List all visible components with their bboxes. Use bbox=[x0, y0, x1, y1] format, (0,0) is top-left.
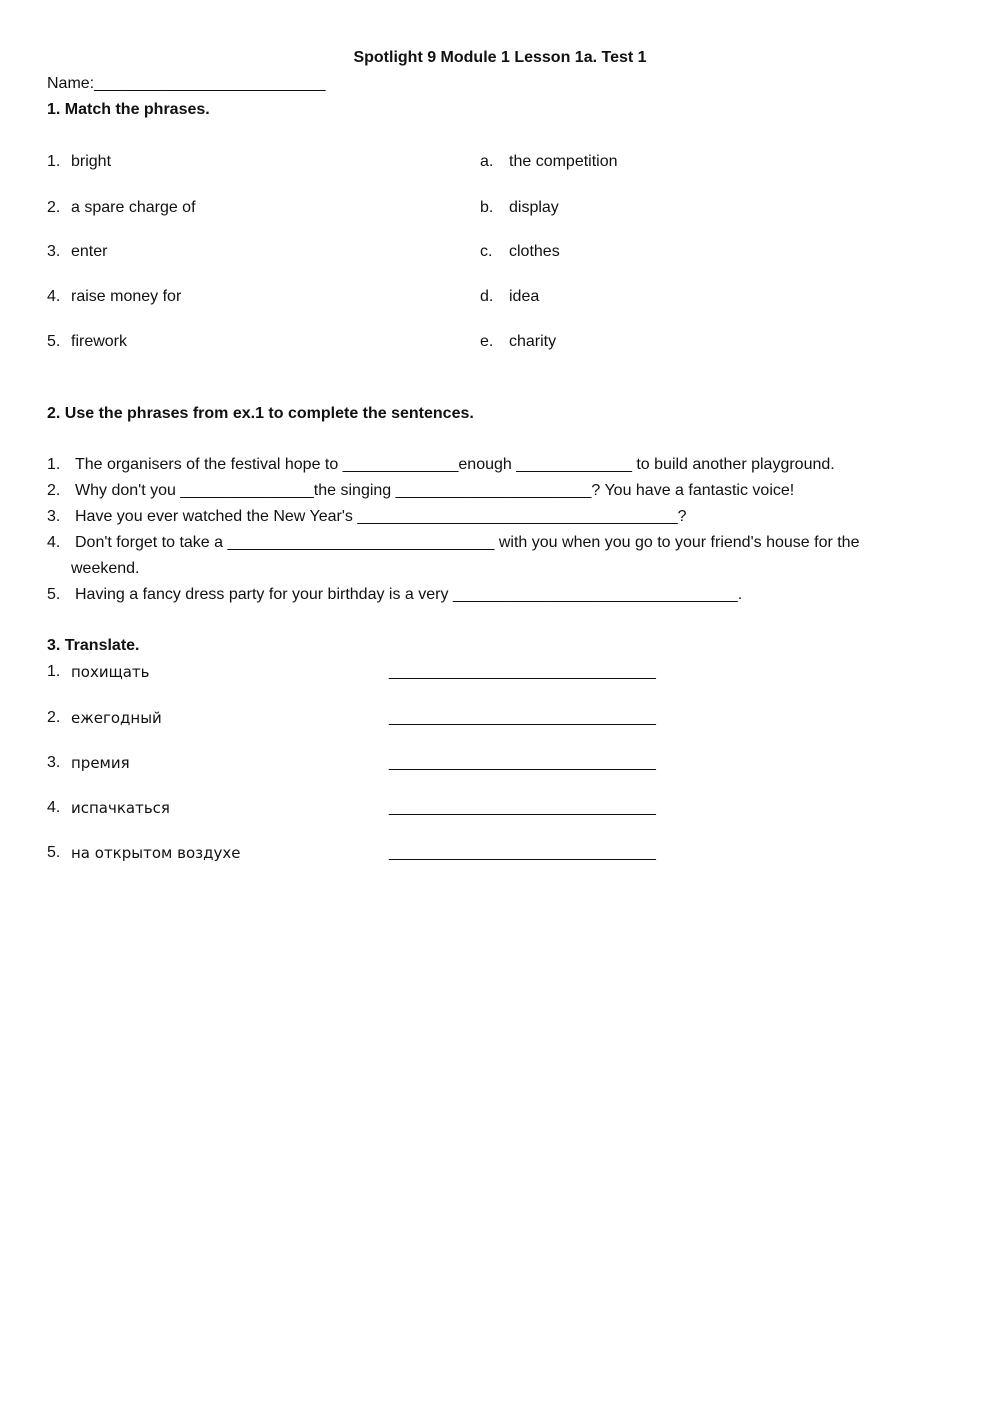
item-letter: d. bbox=[480, 288, 494, 305]
answer-blank[interactable]: ______________________________ bbox=[389, 799, 656, 816]
item-number: 5. bbox=[47, 333, 61, 350]
answer-blank[interactable]: ______________________________ bbox=[389, 844, 656, 861]
ex2-heading: 2. Use the phrases from ex.1 to complete the sentences. bbox=[47, 405, 474, 422]
russian-word: премия bbox=[71, 754, 130, 772]
list-item-text: display bbox=[509, 199, 559, 216]
item-number: 4. bbox=[47, 534, 61, 551]
list-item bbox=[47, 242, 60, 262]
list-item-text: enter bbox=[71, 243, 108, 260]
list-item-text: bright bbox=[71, 153, 112, 170]
item-number: 2. bbox=[47, 709, 61, 726]
russian-word: на открытом воздухе bbox=[71, 844, 241, 862]
sentence-text[interactable]: Why don't you _______________the singing ______________________? You have a fantastic voice! bbox=[75, 482, 795, 499]
item-number: 4. bbox=[47, 288, 61, 305]
list-item-text: the competition bbox=[509, 153, 618, 170]
list-item-text: raise money for bbox=[71, 288, 182, 305]
list-item bbox=[47, 152, 60, 172]
list-item-text: charity bbox=[509, 333, 557, 350]
ex3-heading: 3. Translate. bbox=[47, 637, 140, 654]
russian-word: испачкаться bbox=[71, 799, 170, 817]
answer-blank[interactable]: ______________________________ bbox=[389, 754, 656, 771]
list-item-text: a spare charge of bbox=[71, 199, 196, 216]
item-number: 3. bbox=[47, 508, 61, 525]
item-letter: b. bbox=[480, 199, 494, 216]
list-item bbox=[47, 332, 60, 352]
answer-blank[interactable]: ______________________________ bbox=[389, 663, 656, 680]
russian-word: ежегодный bbox=[71, 709, 162, 727]
sentence-text[interactable]: Having a fancy dress party for your birthday is a very ________________________________. bbox=[75, 586, 743, 603]
item-number: 1. bbox=[47, 153, 61, 170]
item-number: 1. bbox=[47, 456, 61, 473]
sentence-text-continued: weekend. bbox=[71, 560, 140, 577]
sentence-text[interactable]: Don't forget to take a ______________________________ with you when you go to your friend's house for the bbox=[75, 534, 860, 551]
ex1-heading: 1. Match the phrases. bbox=[47, 101, 210, 118]
item-letter: c. bbox=[480, 243, 493, 260]
item-number: 1. bbox=[47, 663, 61, 680]
item-letter: e. bbox=[480, 333, 494, 350]
list-item-text: idea bbox=[509, 288, 540, 305]
page-title: Spotlight 9 Module 1 Lesson 1a. Test 1 bbox=[353, 49, 647, 66]
item-number: 3. bbox=[47, 754, 61, 771]
item-number: 5. bbox=[47, 586, 61, 603]
name-field[interactable]: Name:__________________________ bbox=[47, 75, 326, 92]
item-number: 2. bbox=[47, 199, 61, 216]
item-letter: a. bbox=[480, 153, 494, 170]
item-number: 3. bbox=[47, 243, 61, 260]
item-number: 5. bbox=[47, 844, 61, 861]
list-item bbox=[47, 287, 60, 307]
list-item-text: clothes bbox=[509, 243, 560, 260]
item-number: 4. bbox=[47, 799, 61, 816]
item-number: 2. bbox=[47, 482, 61, 499]
answer-blank[interactable]: ______________________________ bbox=[389, 709, 656, 726]
russian-word: похищать bbox=[71, 663, 150, 681]
sentence-text[interactable]: Have you ever watched the New Year's ____________________________________? bbox=[75, 508, 687, 525]
list-item bbox=[47, 198, 60, 218]
sentence-text[interactable]: The organisers of the festival hope to _____________enough _____________ to build another playground. bbox=[75, 456, 835, 473]
list-item-text: firework bbox=[71, 333, 128, 350]
